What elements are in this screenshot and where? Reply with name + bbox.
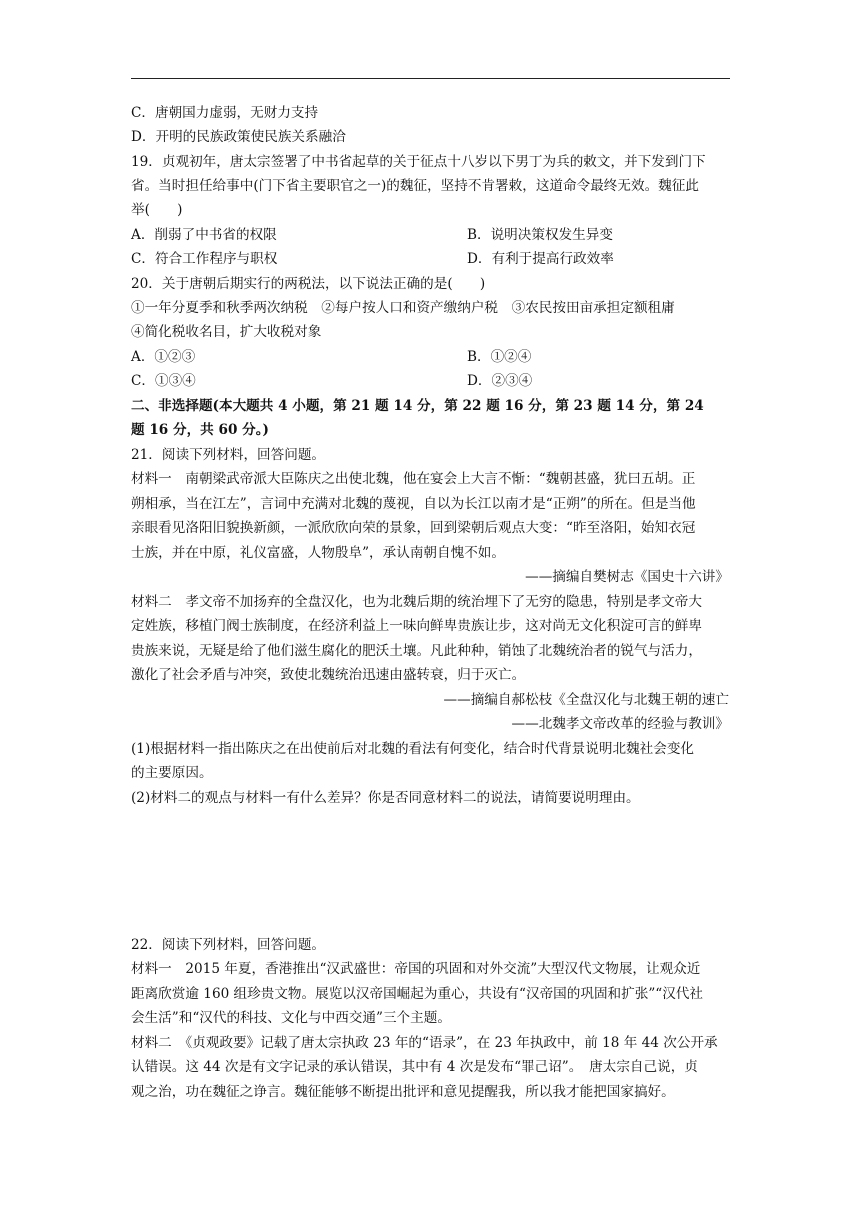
q21-material-2-source-2: ——北魏孝文帝改革的经验与教训》 (511, 716, 729, 732)
q20-items-line-2: ④简化税收名目，扩大收税对象 (131, 324, 322, 340)
q20-option-a: A．①②③ (131, 349, 196, 365)
header-rule (131, 78, 730, 79)
q21-question-1-line-2: 的主要原因。 (131, 765, 213, 781)
q21-material-1-line-1: 材料一 南朝梁武帝派大臣陈庆之出使北魏，他在宴会上大言不惭：“魏朝甚盛，犹曰五胡。正 (131, 471, 696, 487)
q18-option-d: D．开明的民族政策使民族关系融洽 (131, 129, 346, 145)
q19-option-a: A．削弱了中书省的权限 (131, 227, 277, 243)
q22-material-2-line-3: 观之治，功在魏征之诤言。魏征能够不断提出批评和意见提醒我，所以我才能把国家搞好。 (131, 1084, 675, 1100)
q19-stem-line-3: 举( ) (131, 202, 183, 218)
q22-intro: 22．阅读下列材料，回答问题。 (131, 937, 326, 953)
q22-material-1-line-3: 会生活”和“汉代的科技、文化与中西交通”三个主题。 (131, 1010, 451, 1026)
q21-material-1-line-4: 士族，并在中原，礼仪富盛，人物殷阜”，承认南朝自愧不如。 (131, 545, 505, 561)
q21-material-2-line-3: 贵族来说，无疑是给了他们滋生腐化的肥沃土壤。凡此种种，销蚀了北魏统治者的锐气与活力， (131, 643, 702, 659)
q22-material-1-line-2: 距离欣赏逾 160 组珍贵文物。展览以汉帝国崛起为重心，共设有“汉帝国的巩固和扩张”“汉代社 (131, 986, 703, 1002)
q22-material-1-line-1: 材料一 2015 年夏，香港推出“汉武盛世：帝国的巩固和对外交流”大型汉代文物展，让观众近 (131, 961, 701, 977)
q20-items-line-1: ①一年分夏季和秋季两次纳税 ②每户按人口和资产缴纳户税 ③农民按田亩承担定额租庸 (131, 300, 675, 316)
q21-material-1-line-2: 朔相承，当在江左”，言词中充满对北魏的蔑视，自以为长江以南才是“正朔”的所在。但是当他 (131, 496, 696, 512)
q18-option-c: C．唐朝国力虚弱，无财力支持 (131, 105, 319, 121)
q21-question-1-line-1: (1)根据材料一指出陈庆之在出使前后对北魏的看法有何变化，结合时代背景说明北魏社会变化 (131, 741, 695, 757)
q20-option-b: B．①②④ (467, 349, 532, 365)
q21-material-1-line-3: 亲眼看见洛阳旧貌换新颜，一派欣欣向荣的景象，回到梁朝后观点大变：“昨至洛阳，始知衣冠 (131, 520, 696, 536)
q22-material-2-line-2: 认错误。这 44 次是有文字记录的承认错误，其中有 4 次是发布“罪己诏”。 唐太宗自己说，贞 (131, 1059, 698, 1075)
q19-option-c: C．符合工作程序与职权 (131, 251, 278, 267)
q21-intro: 21．阅读下列材料，回答问题。 (131, 447, 326, 463)
q21-question-2: (2)材料二的观点与材料一有什么差异？你是否同意材料二的说法，请简要说明理由。 (131, 790, 640, 806)
q21-material-2-source-1: ——摘编自郝松枝《全盘汉化与北魏王朝的速亡 (443, 692, 729, 708)
q19-option-d: D．有利于提高行政效率 (467, 251, 614, 267)
q21-material-2-line-4: 激化了社会矛盾与冲突，致使北魏统治迅速由盛转衰，归于灭亡。 (131, 667, 526, 683)
q19-option-b: B．说明决策权发生异变 (467, 227, 613, 243)
q19-stem-line-1: 19．贞观初年，唐太宗签署了中书省起草的关于征点十八岁以下男丁为兵的敕文，并下发到门下 (131, 154, 706, 170)
q20-option-d: D．②③④ (467, 373, 533, 389)
q20-option-c: C．①③④ (131, 373, 196, 389)
section-2-title-line-2: 题 16 分，共 60 分。) (131, 422, 269, 438)
q19-stem-line-2: 省。当时担任给事中(门下省主要职官之一)的魏征，坚持不肯署敕，这道命令最终无效。魏征此 (131, 178, 699, 194)
q21-material-2-line-2: 定姓族，移植门阀士族制度，在经济利益上一味向鲜卑贵族让步，这对尚无文化积淀可言的鲜卑 (131, 618, 702, 634)
q22-material-2-line-1: 材料二 《贞观政要》记载了唐太宗执政 23 年的“语录”，在 23 年执政中，前 18 年 44 次公开承 (131, 1035, 718, 1051)
q21-material-2-line-1: 材料二 孝文帝不加扬弃的全盘汉化，也为北魏后期的统治埋下了无穷的隐患，特别是孝文帝大 (131, 594, 702, 610)
q20-stem: 20．关于唐朝后期实行的两税法，以下说法正确的是( ) (131, 276, 486, 292)
q21-material-1-source: ——摘编自樊树志《国史十六讲》 (525, 569, 729, 585)
section-2-title-line-1: 二、非选择题(本大题共 4 小题，第 21 题 14 分，第 22 题 16 分，第 23 题 14 分，第 24 (131, 398, 704, 414)
